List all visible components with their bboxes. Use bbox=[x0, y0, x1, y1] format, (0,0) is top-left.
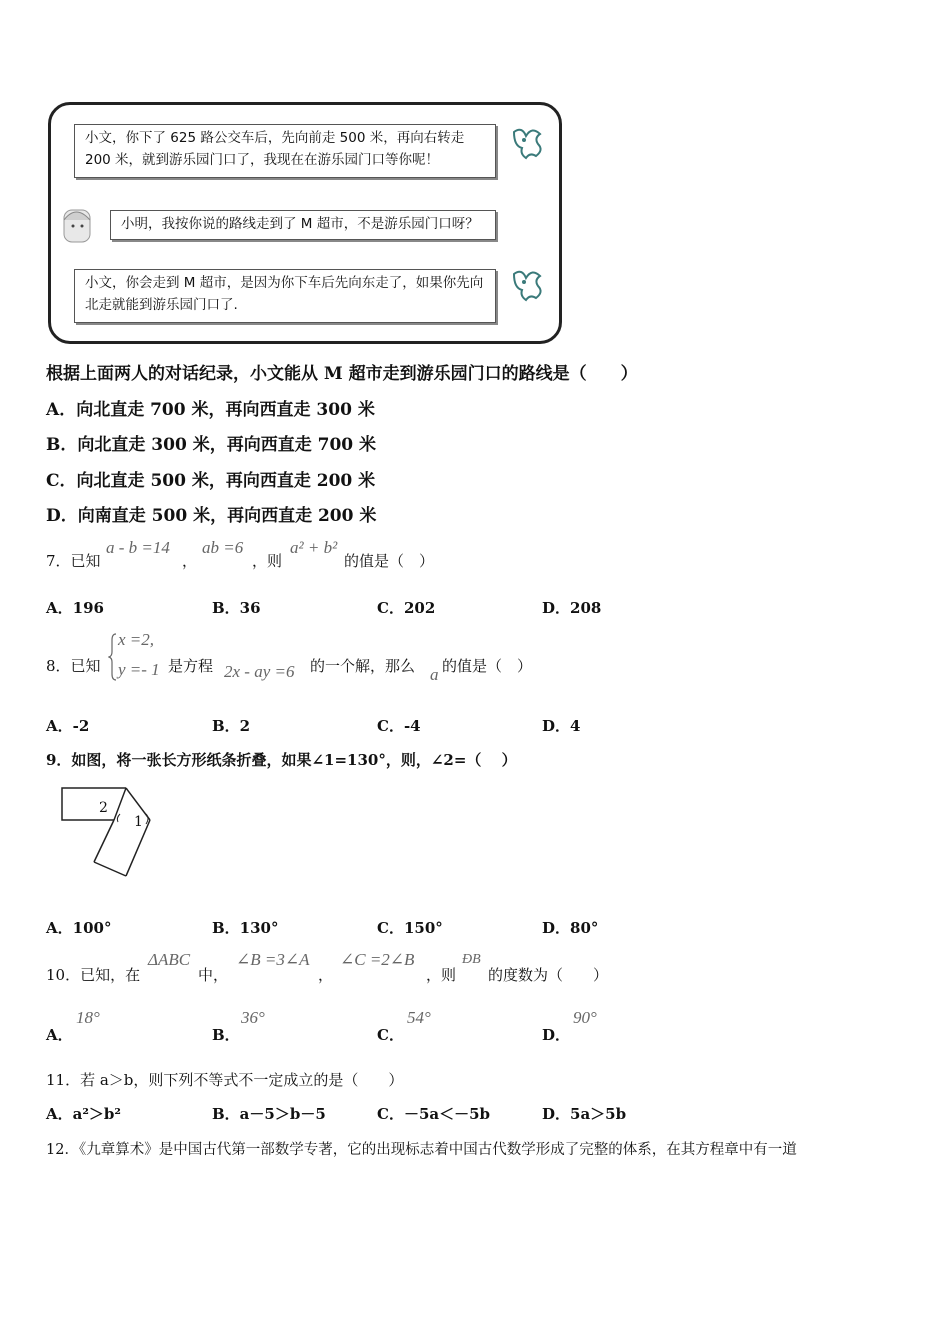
q11-option-c: C．－5a＜－5b bbox=[377, 1105, 491, 1123]
question-11-stem: 11．若 a＞b，则下列不等式不一定成立的是（ ） bbox=[46, 1071, 404, 1089]
q7-option-a: A．196 bbox=[46, 599, 104, 617]
q6-option-a: A．向北直走 700 米，再向西直走 300 米 bbox=[46, 400, 375, 420]
q8-option-d: D．4 bbox=[542, 717, 581, 735]
question-12-stem: 12．《九章算术》是中国古代第一部数学专著，它的出现标志着中国古代数学形成了完整的体系，在其方程章中有一道 bbox=[46, 1142, 797, 1158]
q8-mid2: 的一个解，那么 bbox=[310, 657, 416, 675]
q8-option-b: B．2 bbox=[212, 717, 251, 735]
q8-system-line-2: y =- 1 bbox=[118, 660, 160, 679]
q10-option-a-value: 18° bbox=[76, 1008, 100, 1027]
question-9-stem: 9．如图，将一张长方形纸条折叠，如果∠1=130°，则，∠2=（ ） bbox=[46, 751, 517, 769]
q7-expr-1: a - b =14 bbox=[106, 538, 170, 557]
q8-system-line-1: x =2, bbox=[118, 630, 155, 649]
q10-t1: 中， bbox=[198, 966, 229, 984]
q10-option-b-label: B． bbox=[212, 1026, 240, 1044]
dragon-avatar-icon bbox=[508, 266, 548, 304]
q10-triangle: ΔABC bbox=[148, 950, 191, 969]
q9-option-d: D．80° bbox=[542, 919, 599, 937]
chat-bubble-1: 小文，你下了 625 路公交车后，先向前走 500 米，再向右转走 200 米，就到游乐园门口了，我现在在游乐园门口等你呢！ bbox=[74, 124, 496, 178]
q10-option-d-label: D． bbox=[542, 1026, 571, 1044]
figure-label-angle-1: 1 bbox=[134, 814, 143, 830]
q8-option-a: A．-2 bbox=[46, 717, 90, 735]
q11-option-d: D．5a＞5b bbox=[542, 1105, 627, 1123]
q10-option-a-label: A． bbox=[46, 1026, 73, 1044]
question-6-stem: 根据上面两人的对话纪录，小文能从 M 超市走到游乐园门口的路线是（ ） bbox=[46, 364, 638, 384]
q6-option-c: C．向北直走 500 米，再向西直走 200 米 bbox=[46, 471, 376, 491]
q10-option-b-value: 36° bbox=[241, 1008, 265, 1027]
q8-brace-icon bbox=[108, 632, 118, 682]
q10-post: 的度数为（ ） bbox=[488, 966, 609, 984]
q10-option-c-value: 54° bbox=[407, 1008, 431, 1027]
q10-option-d-value: 90° bbox=[573, 1008, 597, 1027]
q10-t2: ， bbox=[318, 966, 334, 984]
q7-option-b: B．36 bbox=[212, 599, 261, 617]
q8-equation: 2x - ay =6 bbox=[224, 662, 295, 681]
q10-cond-1: ∠B =3∠A bbox=[236, 950, 310, 969]
q10-t3: ，则 bbox=[426, 966, 457, 984]
folded-paper-strip-figure bbox=[58, 782, 158, 882]
q10-label: 10．已知，在 bbox=[46, 966, 141, 984]
q8-var: a bbox=[430, 665, 439, 684]
q7-expr-2: ab =6 bbox=[202, 538, 244, 557]
q6-option-b: B．向北直走 300 米，再向西直走 700 米 bbox=[46, 435, 377, 455]
q8-label: 8．已知 bbox=[46, 657, 101, 675]
q7-expr-3: a² + b² bbox=[290, 538, 338, 557]
q7-sep-1: ， bbox=[182, 552, 198, 570]
q10-cond-2: ∠C =2∠B bbox=[340, 950, 415, 969]
q11-option-b: B．a－5＞b－5 bbox=[212, 1105, 326, 1123]
q7-post: 的值是（ ） bbox=[344, 552, 435, 570]
q9-option-c: C．150° bbox=[377, 919, 443, 937]
dragon-avatar-icon bbox=[508, 124, 548, 162]
q7-option-d: D．208 bbox=[542, 599, 602, 617]
q7-label: 7．已知 bbox=[46, 552, 101, 570]
q9-option-a: A．100° bbox=[46, 919, 112, 937]
q7-sep-2: ，则 bbox=[252, 552, 283, 570]
figure-label-angle-2: 2 bbox=[99, 800, 108, 816]
q10-angle-b: ÐB bbox=[462, 952, 481, 967]
q7-option-c: C．202 bbox=[377, 599, 436, 617]
q6-option-d: D．向南直走 500 米，再向西直走 200 米 bbox=[46, 506, 377, 526]
q8-option-c: C．-4 bbox=[377, 717, 421, 735]
q8-post: 的值是（ ） bbox=[442, 657, 533, 675]
chat-bubble-3: 小文，你会走到 M 超市，是因为你下车后先向东走了，如果你先向北走就能到游乐园门口了. bbox=[74, 269, 496, 323]
q11-option-a: A．a²＞b² bbox=[46, 1105, 121, 1123]
chat-bubble-2: 小明，我按你说的路线走到了 M 超市，不是游乐园门口呀？ bbox=[110, 210, 496, 240]
boy-avatar-icon bbox=[58, 206, 98, 246]
q9-option-b: B．130° bbox=[212, 919, 279, 937]
q8-mid: 是方程 bbox=[168, 657, 214, 675]
q10-option-c-label: C． bbox=[377, 1026, 404, 1044]
